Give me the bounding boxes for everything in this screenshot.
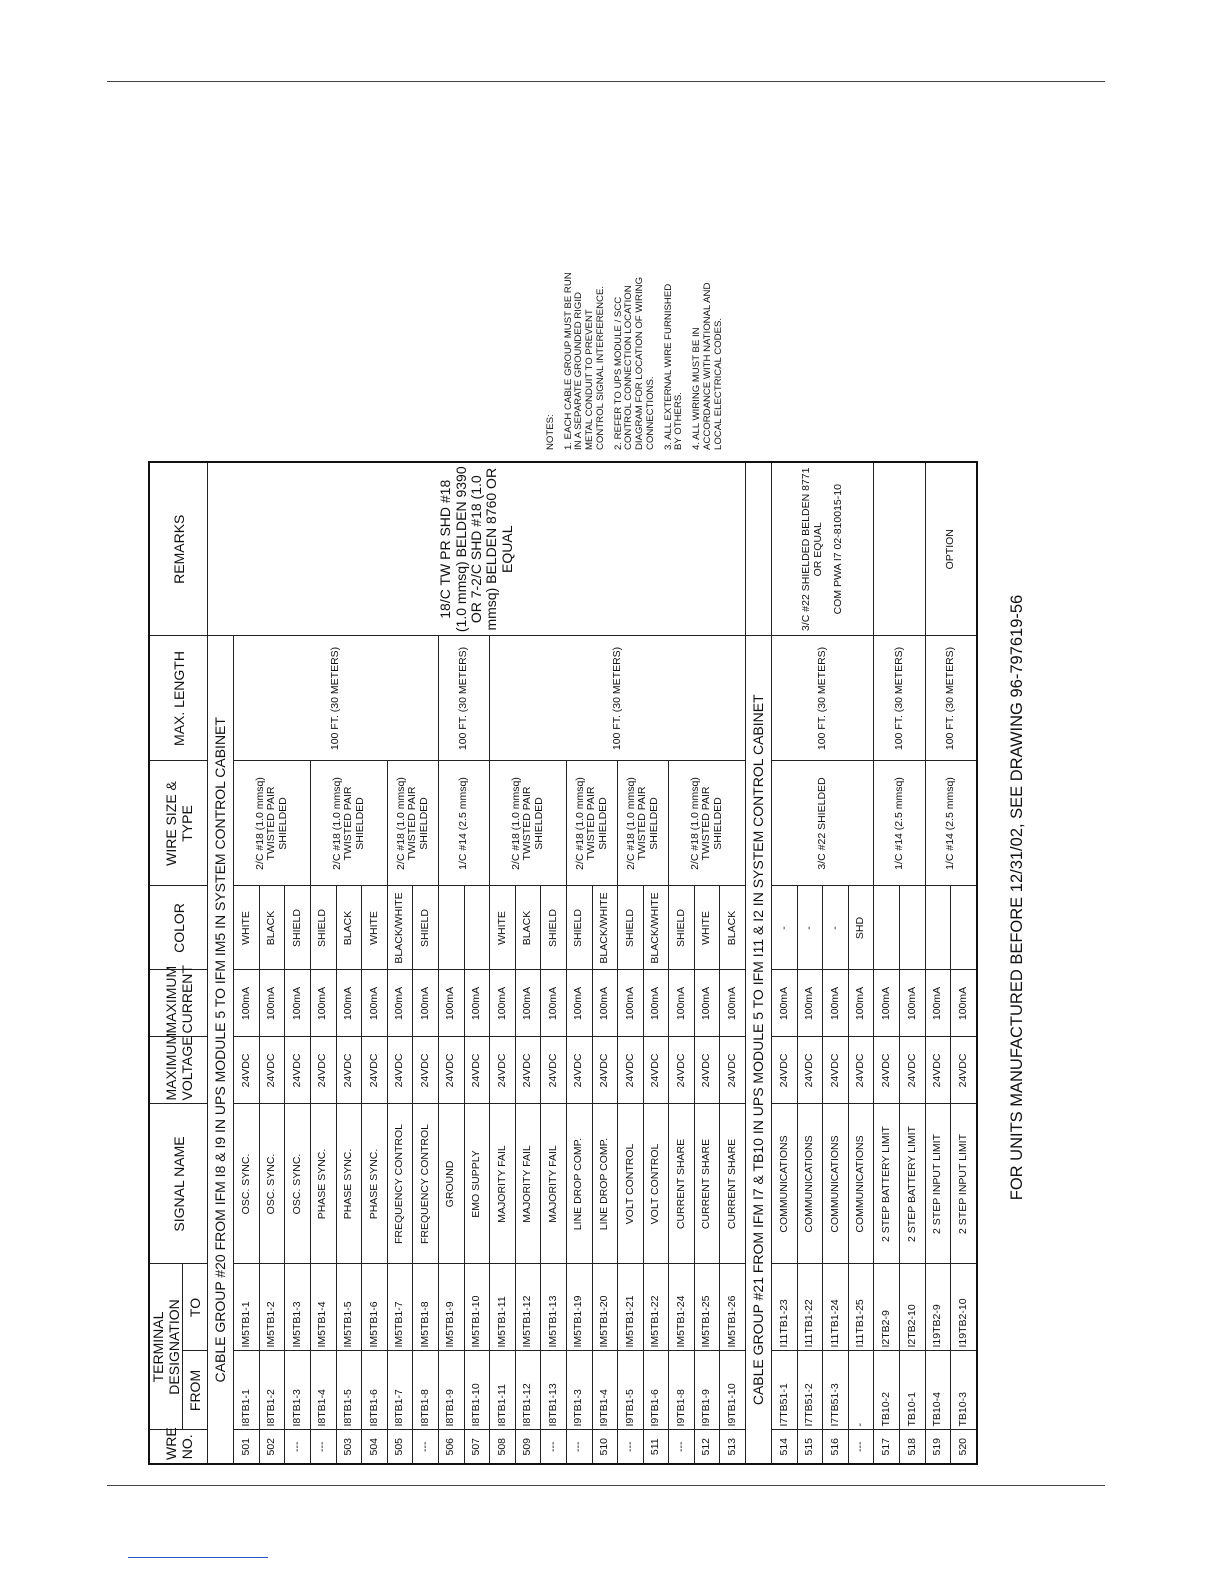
color-cell — [464, 886, 490, 970]
color-cell: - — [797, 886, 823, 970]
max-current-cell: 100mA — [413, 970, 439, 1037]
max-voltage-cell: 24VDC — [643, 1037, 669, 1104]
max-current-cell: 100mA — [772, 970, 798, 1037]
wire-size-type-cell: 1/C #14 (2.5 mmsq) — [925, 761, 977, 886]
to-cell: I19TB2-10 — [951, 1264, 977, 1351]
signal-name-cell: OSC. SYNC. — [285, 1104, 311, 1264]
from-cell: I8TB1-2 — [259, 1351, 285, 1430]
from-cell: I8TB1-1 — [234, 1351, 260, 1430]
max-voltage-cell: 24VDC — [259, 1037, 285, 1104]
to-cell: IM5TB1-26 — [720, 1264, 746, 1351]
table-row — [874, 462, 900, 1464]
wire-no-cell: 509 — [515, 1430, 541, 1464]
remarks-cell — [772, 462, 874, 636]
header-remarks: REMARKS — [149, 462, 208, 636]
signal-name-cell: 2 STEP INPUT LIMIT — [925, 1104, 951, 1264]
header-signal-name: SIGNAL NAME — [149, 1104, 208, 1264]
color-cell: BLACK/WHITE — [643, 886, 669, 970]
from-cell: I9TB1-5 — [618, 1351, 644, 1430]
from-cell: TB10-4 — [925, 1351, 951, 1430]
from-cell: I8TB1-5 — [336, 1351, 362, 1430]
color-cell — [900, 886, 926, 970]
signal-name-cell: PHASE SYNC. — [310, 1104, 336, 1264]
notes-title: NOTES: — [545, 414, 556, 450]
max-current-cell: 100mA — [694, 970, 720, 1037]
to-cell: IM5TB1-13 — [541, 1264, 567, 1351]
wire-no-cell: 514 — [772, 1430, 798, 1464]
wire-no-cell: --- — [310, 1430, 336, 1464]
max-current-cell: 100mA — [874, 970, 900, 1037]
table-row — [772, 462, 798, 1464]
color-cell: SHIELD — [541, 886, 567, 970]
max-voltage-cell: 24VDC — [438, 1037, 464, 1104]
remarks-cell-empty — [746, 462, 772, 636]
color-cell — [438, 886, 464, 970]
to-cell: I11TB1-23 — [772, 1264, 798, 1351]
to-cell: IM5TB1-19 — [566, 1264, 592, 1351]
wire-size-type-cell: 2/C #18 (1.0 mmsq) TWISTED PAIR SHIELDED — [490, 761, 567, 886]
to-cell: I19TB2-9 — [925, 1264, 951, 1351]
to-cell: IM5TB1-5 — [336, 1264, 362, 1351]
signal-name-cell: COMMUNICATIONS — [797, 1104, 823, 1264]
header-from: FROM — [183, 1351, 208, 1430]
remarks-cell-empty — [874, 462, 925, 636]
to-cell: IM5TB1-12 — [515, 1264, 541, 1351]
signal-name-cell: COMMUNICATIONS — [823, 1104, 849, 1264]
from-cell: I9TB1-3 — [566, 1351, 592, 1430]
note-item: 1. EACH CABLE GROUP MUST BE RUN IN A SEPARATE GROUNDED RIGID METAL CONDUIT TO PREVENT CONTROL SIGNAL INTERFERENCE. — [562, 272, 606, 450]
wire-no-cell: --- — [285, 1430, 311, 1464]
max-current-cell: 100mA — [285, 970, 311, 1037]
wiring-table-body — [208, 462, 977, 1464]
wire-no-cell: --- — [541, 1430, 567, 1464]
rotated-wiring-sheet — [148, 272, 1026, 1465]
max-current-cell: 100mA — [925, 970, 951, 1037]
max-length-cell: 100 FT. (30 METERS) — [234, 636, 439, 761]
signal-name-cell: OSC. SYNC. — [234, 1104, 260, 1264]
max-voltage-cell: 24VDC — [515, 1037, 541, 1104]
remarks-cell: 18/C TW PR SHD #18 (1.0 mmsq) BELDEN 9390 OR 7-2/C SHD #18 (1.0 mmsq) BELDEN 8760 OR EQUAL — [208, 462, 746, 636]
from-cell: I9TB1-10 — [720, 1351, 746, 1430]
to-cell: IM5TB1-7 — [387, 1264, 413, 1351]
to-cell: IM5TB1-8 — [413, 1264, 439, 1351]
signal-name-cell: LINE DROP COMP. — [566, 1104, 592, 1264]
color-cell: BLACK — [720, 886, 746, 970]
footer-rule — [107, 1485, 1105, 1486]
from-cell: I8TB1-11 — [490, 1351, 516, 1430]
signal-name-cell: 2 STEP BATTERY LIMIT — [900, 1104, 926, 1264]
signal-name-cell: MAJORITY FAIL — [515, 1104, 541, 1264]
wire-no-cell: 516 — [823, 1430, 849, 1464]
drawing-reference-note: FOR UNITS MANUFACTURED BEFORE 12/31/02, SEE DRAWING 96-797619-56 — [1008, 594, 1026, 1201]
from-cell: TB10-1 — [900, 1351, 926, 1430]
to-cell: IM5TB1-22 — [643, 1264, 669, 1351]
wire-no-cell: 506 — [438, 1430, 464, 1464]
wire-no-cell: 508 — [490, 1430, 516, 1464]
wire-no-cell: --- — [618, 1430, 644, 1464]
to-cell: IM5TB1-20 — [592, 1264, 618, 1351]
signal-name-cell: GROUND — [438, 1104, 464, 1264]
from-cell: I8TB1-10 — [464, 1351, 490, 1430]
max-voltage-cell: 24VDC — [823, 1037, 849, 1104]
footer-link-underline[interactable] — [128, 1557, 268, 1558]
cable-group-title-row — [746, 462, 772, 1464]
color-cell: BLACK/WHITE — [387, 886, 413, 970]
wire-no-cell: 515 — [797, 1430, 823, 1464]
wire-size-type-cell: 2/C #18 (1.0 mmsq) TWISTED PAIR SHIELDED — [387, 761, 438, 886]
signal-name-cell: FREQUENCY CONTROL — [387, 1104, 413, 1264]
color-cell: SHIELD — [669, 886, 695, 970]
from-cell: I9TB1-8 — [669, 1351, 695, 1430]
max-length-cell: 100 FT. (30 METERS) — [772, 636, 874, 761]
color-cell: WHITE — [490, 886, 516, 970]
wire-no-cell: --- — [566, 1430, 592, 1464]
to-cell: I11TB1-24 — [823, 1264, 849, 1351]
color-cell: SHIELD — [413, 886, 439, 970]
cable-group-title-row — [208, 462, 234, 1464]
wire-no-cell: 510 — [592, 1430, 618, 1464]
signal-name-cell: CURRENT SHARE — [694, 1104, 720, 1264]
cable-group-title: CABLE GROUP #21 FROM IFM I7 & TB10 IN UPS MODULE 5 TO IFM I11 & I2 IN SYSTEM CONTROL CABINET — [746, 636, 772, 1464]
wire-no-cell: 505 — [387, 1430, 413, 1464]
header-max-voltage: MAXIMUM VOLTAGE — [149, 1037, 208, 1104]
color-cell — [925, 886, 951, 970]
wire-no-cell: --- — [413, 1430, 439, 1464]
color-cell: SHIELD — [285, 886, 311, 970]
color-cell: SHIELD — [566, 886, 592, 970]
wire-no-cell: 517 — [874, 1430, 900, 1464]
header-terminal-designation: TERMINAL DESIGNATION — [149, 1264, 183, 1430]
table-row — [925, 462, 951, 1464]
wire-size-type-cell: 2/C #18 (1.0 mmsq) TWISTED PAIR SHIELDED — [310, 761, 387, 886]
from-cell: I8TB1-9 — [438, 1351, 464, 1430]
max-voltage-cell: 24VDC — [362, 1037, 388, 1104]
color-cell: - — [823, 886, 849, 970]
from-cell: I8TB1-6 — [362, 1351, 388, 1430]
from-cell: I9TB1-4 — [592, 1351, 618, 1430]
to-cell: I11TB1-22 — [797, 1264, 823, 1351]
max-voltage-cell: 24VDC — [490, 1037, 516, 1104]
max-current-cell: 100mA — [362, 970, 388, 1037]
max-voltage-cell: 24VDC — [541, 1037, 567, 1104]
remark-comm: 3/C #22 SHIELDED BELDEN 8771 OR EQUAL — [800, 467, 824, 631]
signal-name-cell: LINE DROP COMP. — [592, 1104, 618, 1264]
max-length-cell: 100 FT. (30 METERS) — [925, 636, 977, 761]
max-current-cell: 100mA — [618, 970, 644, 1037]
max-current-cell: 100mA — [310, 970, 336, 1037]
signal-name-cell: COMMUNICATIONS — [772, 1104, 798, 1264]
wire-no-cell: 502 — [259, 1430, 285, 1464]
max-voltage-cell: 24VDC — [772, 1037, 798, 1104]
to-cell: I11TB1-25 — [848, 1264, 874, 1351]
wire-no-cell: 520 — [951, 1430, 977, 1464]
color-cell: BLACK — [515, 886, 541, 970]
wire-size-type-cell: 2/C #18 (1.0 mmsq) TWISTED PAIR SHIELDED — [618, 761, 669, 886]
to-cell: IM5TB1-10 — [464, 1264, 490, 1351]
max-current-cell: 100mA — [951, 970, 977, 1037]
signal-name-cell: FREQUENCY CONTROL — [413, 1104, 439, 1264]
max-current-cell: 100mA — [592, 970, 618, 1037]
max-voltage-cell: 24VDC — [720, 1037, 746, 1104]
max-voltage-cell: 24VDC — [669, 1037, 695, 1104]
max-current-cell: 100mA — [515, 970, 541, 1037]
max-current-cell: 100mA — [490, 970, 516, 1037]
from-cell: TB10-2 — [874, 1351, 900, 1430]
signal-name-cell: MAJORITY FAIL — [490, 1104, 516, 1264]
color-cell — [951, 886, 977, 970]
to-cell: IM5TB1-25 — [694, 1264, 720, 1351]
header-max-length: MAX. LENGTH — [149, 636, 208, 761]
signal-name-cell: PHASE SYNC. — [336, 1104, 362, 1264]
from-cell: - — [848, 1351, 874, 1430]
cable-group-title: CABLE GROUP #20 FROM IFM I8 & I9 IN UPS MODULE 5 TO IFM IM5 IN SYSTEM CONTROL CABINET — [208, 636, 234, 1464]
max-voltage-cell: 24VDC — [925, 1037, 951, 1104]
max-current-cell: 100mA — [797, 970, 823, 1037]
max-current-cell: 100mA — [669, 970, 695, 1037]
color-cell: SHIELD — [618, 886, 644, 970]
to-cell: IM5TB1-24 — [669, 1264, 695, 1351]
from-cell: I7TB51-3 — [823, 1351, 849, 1430]
color-cell: WHITE — [694, 886, 720, 970]
header-color: COLOR — [149, 886, 208, 970]
signal-name-cell: VOLT CONTROL — [643, 1104, 669, 1264]
max-current-cell: 100mA — [900, 970, 926, 1037]
max-current-cell: 100mA — [848, 970, 874, 1037]
to-cell: I2TB2-10 — [900, 1264, 926, 1351]
wire-no-cell: 518 — [900, 1430, 926, 1464]
wire-no-cell: --- — [848, 1430, 874, 1464]
header-max-current: MAXIMUM CURRENT — [149, 970, 208, 1037]
signal-name-cell: PHASE SYNC. — [362, 1104, 388, 1264]
signal-name-cell: 2 STEP BATTERY LIMIT — [874, 1104, 900, 1264]
max-current-cell: 100mA — [566, 970, 592, 1037]
to-cell: IM5TB1-2 — [259, 1264, 285, 1351]
signal-name-cell: COMMUNICATIONS — [848, 1104, 874, 1264]
note-item: 4. ALL WIRING MUST BE IN ACCORDANCE WITH NATIONAL AND LOCAL ELECTRICAL CODES. — [691, 282, 724, 450]
header-wire-size-type: WIRE SIZE & TYPE — [149, 761, 208, 886]
max-voltage-cell: 24VDC — [234, 1037, 260, 1104]
max-current-cell: 100mA — [720, 970, 746, 1037]
max-current-cell: 100mA — [438, 970, 464, 1037]
from-cell: I9TB1-9 — [694, 1351, 720, 1430]
signal-name-cell: OSC. SYNC. — [259, 1104, 285, 1264]
to-cell: IM5TB1-6 — [362, 1264, 388, 1351]
max-voltage-cell: 24VDC — [618, 1037, 644, 1104]
signal-name-cell: CURRENT SHARE — [720, 1104, 746, 1264]
max-voltage-cell: 24VDC — [464, 1037, 490, 1104]
signal-name-cell: EMO SUPPLY — [464, 1104, 490, 1264]
wire-no-cell: 503 — [336, 1430, 362, 1464]
wire-no-cell: 519 — [925, 1430, 951, 1464]
color-cell: BLACK/WHITE — [592, 886, 618, 970]
color-cell: BLACK — [259, 886, 285, 970]
from-cell: I8TB1-12 — [515, 1351, 541, 1430]
max-voltage-cell: 24VDC — [951, 1037, 977, 1104]
from-cell: I8TB1-8 — [413, 1351, 439, 1430]
max-current-cell: 100mA — [823, 970, 849, 1037]
wire-no-cell: 504 — [362, 1430, 388, 1464]
max-voltage-cell: 24VDC — [336, 1037, 362, 1104]
max-length-cell: 100 FT. (30 METERS) — [490, 636, 746, 761]
color-cell: - — [772, 886, 798, 970]
from-cell: TB10-3 — [951, 1351, 977, 1430]
max-voltage-cell: 24VDC — [310, 1037, 336, 1104]
from-cell: I8TB1-4 — [310, 1351, 336, 1430]
from-cell: I8TB1-7 — [387, 1351, 413, 1430]
color-cell: WHITE — [362, 886, 388, 970]
from-cell: I9TB1-6 — [643, 1351, 669, 1430]
signal-name-cell: MAJORITY FAIL — [541, 1104, 567, 1264]
color-cell: WHITE — [234, 886, 260, 970]
color-cell: SHIELD — [310, 886, 336, 970]
signal-name-cell: CURRENT SHARE — [669, 1104, 695, 1264]
header-rule — [107, 81, 1105, 82]
note-item: 3. ALL EXTERNAL WIRE FURNISHED BY OTHERS. — [662, 283, 685, 450]
wire-no-cell: --- — [669, 1430, 695, 1464]
wire-no-cell: 501 — [234, 1430, 260, 1464]
max-voltage-cell: 24VDC — [413, 1037, 439, 1104]
to-cell: IM5TB1-1 — [234, 1264, 260, 1351]
max-current-cell: 100mA — [336, 970, 362, 1037]
wire-size-type-cell: 1/C #14 (2.5 mmsq) — [874, 761, 925, 886]
max-current-cell: 100mA — [464, 970, 490, 1037]
wire-size-type-cell: 2/C #18 (1.0 mmsq) TWISTED PAIR SHIELDED — [566, 761, 617, 886]
from-cell: I7TB51-1 — [772, 1351, 798, 1430]
wire-size-type-cell: 3/C #22 SHIELDED — [772, 761, 874, 886]
wire-size-type-cell: 1/C #14 (2.5 mmsq) — [438, 761, 489, 886]
max-voltage-cell: 24VDC — [797, 1037, 823, 1104]
to-cell: IM5TB1-11 — [490, 1264, 516, 1351]
remark-com-pwa: COM PWA I7 02-810015-10 — [831, 484, 844, 615]
max-current-cell: 100mA — [387, 970, 413, 1037]
wire-no-cell: 511 — [643, 1430, 669, 1464]
max-current-cell: 100mA — [643, 970, 669, 1037]
to-cell: IM5TB1-4 — [310, 1264, 336, 1351]
color-cell: SHD — [848, 886, 874, 970]
note-item: 2. REFER TO UPS MODULE / SCC CONTROL CONNECTION LOCATION DIAGRAM FOR LOCATION OF WIRING CONNECTIONS. — [612, 276, 656, 450]
to-cell: I2TB2-9 — [874, 1264, 900, 1351]
max-current-cell: 100mA — [259, 970, 285, 1037]
wire-size-type-cell: 2/C #18 (1.0 mmsq) TWISTED PAIR SHIELDED — [669, 761, 746, 886]
header-wire-no: WRE NO. — [149, 1430, 208, 1464]
from-cell: I8TB1-13 — [541, 1351, 567, 1430]
max-voltage-cell: 24VDC — [694, 1037, 720, 1104]
max-current-cell: 100mA — [234, 970, 260, 1037]
max-voltage-cell: 24VDC — [848, 1037, 874, 1104]
signal-name-cell: 2 STEP INPUT LIMIT — [951, 1104, 977, 1264]
wire-no-cell: 513 — [720, 1430, 746, 1464]
max-voltage-cell: 24VDC — [900, 1037, 926, 1104]
max-voltage-cell: 24VDC — [387, 1037, 413, 1104]
wire-no-cell: 507 — [464, 1430, 490, 1464]
color-cell — [874, 886, 900, 970]
to-cell: IM5TB1-3 — [285, 1264, 311, 1351]
max-voltage-cell: 24VDC — [592, 1037, 618, 1104]
max-voltage-cell: 24VDC — [285, 1037, 311, 1104]
max-length-cell: 100 FT. (30 METERS) — [874, 636, 925, 761]
from-cell: I8TB1-3 — [285, 1351, 311, 1430]
notes-block — [546, 270, 731, 450]
signal-name-cell: VOLT CONTROL — [618, 1104, 644, 1264]
header-to: TO — [183, 1264, 208, 1351]
remarks-cell: OPTION — [925, 462, 977, 636]
max-length-cell: 100 FT. (30 METERS) — [438, 636, 489, 761]
max-current-cell: 100mA — [541, 970, 567, 1037]
wire-size-type-cell: 2/C #18 (1.0 mmsq) TWISTED PAIR SHIELDED — [234, 761, 311, 886]
to-cell: IM5TB1-9 — [438, 1264, 464, 1351]
wire-no-cell: 512 — [694, 1430, 720, 1464]
max-voltage-cell: 24VDC — [566, 1037, 592, 1104]
max-voltage-cell: 24VDC — [874, 1037, 900, 1104]
color-cell: BLACK — [336, 886, 362, 970]
to-cell: IM5TB1-21 — [618, 1264, 644, 1351]
wiring-table — [148, 461, 978, 1465]
from-cell: I7TB51-2 — [797, 1351, 823, 1430]
